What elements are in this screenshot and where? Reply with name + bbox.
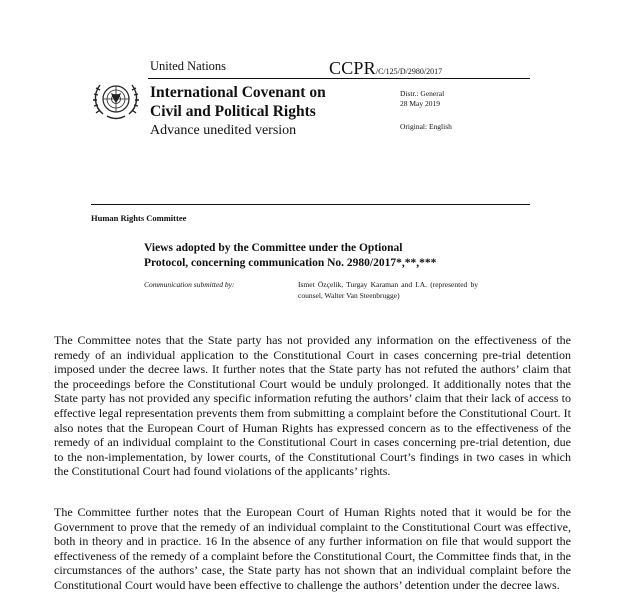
original-language: Original: English <box>400 122 452 131</box>
covenant-title-line2: Civil and Political Rights <box>150 103 316 120</box>
distribution-info <box>400 89 444 109</box>
views-title-line2: Protocol, concerning communication No. 2980/2017*,**,*** <box>144 256 437 269</box>
body-paragraph: The Committee notes that the State party has not provided any information on the effectiveness of the remedy of an individual application to the Constitutional Court in cases concerning pre-trial detention imposed under the decree laws. It further notes that the State party has not refuted the authors’ claim that the proceedings before the Constitutional Court would be unduly prolonged. It additionally notes that the State party has not provided any specific information refuting the authors’ claim that their lack of access to effective legal representation prevents them from submitting a complaint before the Constitutional Court. It also notes that the European Court of Human Rights has expressed concern as to the effectiveness of the remedy of an individual complaint to the Constitutional Court in cases concerning pre-trial detention, due to the non-implementation, by lower courts, of the Constitutional Court’s findings in two cases in which the Constitutional Court had found violations of the applicants’ rights. <box>54 333 571 479</box>
document-symbol-sub: /C/125/D/2980/2017 <box>375 67 443 76</box>
un-emblem-icon <box>91 80 141 122</box>
distribution-type: Distr.: General <box>400 89 445 98</box>
covenant-title <box>150 83 326 121</box>
body-paragraph: The Committee further notes that the European Court of Human Rights noted that it would be for the Government to prove that the remedy of an individual complaint to the Constitutional Court was effective, both in theory and in practice. 16 In the absence of any further information on file that would support the effectiveness of the remedy of a complaint before the Constitutional Court, the Committee finds that, in the circumstances of the authors’ case, the State party has not shown that an individual complaint before the Constitutional Court would have been effective to challenge the authors’ detention under the decree laws. <box>54 505 571 592</box>
document-symbol-main: CCPR <box>329 58 376 78</box>
views-title <box>144 241 484 270</box>
section-rule <box>91 204 530 205</box>
covenant-title-line1: International Covenant on <box>150 84 326 101</box>
organization-name: United Nations <box>150 59 227 73</box>
header-rule <box>148 78 530 79</box>
document-date: 28 May 2019 <box>400 99 440 108</box>
views-title-line1: Views adopted by the Committee under the Optional <box>144 242 403 254</box>
committee-name: Human Rights Committee <box>91 213 187 223</box>
submitted-by-value: Ismet Özçelik, Turgay Karaman and I.A. (represented by counsel, Walter Van Steenbrugge) <box>298 280 478 300</box>
submitted-by-label: Communication submitted by: <box>144 280 235 289</box>
document-symbol <box>329 58 442 79</box>
version-note: Advance unedited version <box>150 123 297 138</box>
